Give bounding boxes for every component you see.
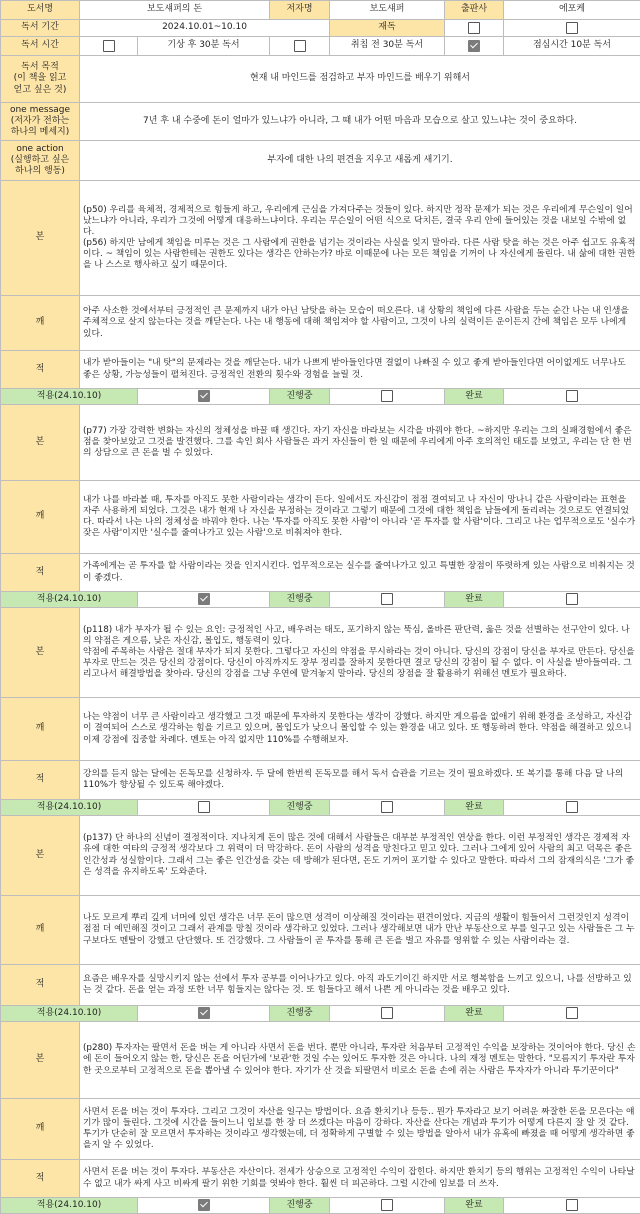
status-applied-checkbox[interactable] — [198, 1007, 210, 1019]
status-done-checkbox[interactable] — [566, 390, 578, 402]
status-progress-label: 진행중 — [270, 1006, 330, 1022]
status-done-checkbox[interactable] — [566, 1007, 578, 1019]
section-4-bon-text: (p137) 단 하나의 신념이 결정적이다. 지나치게 돈이 많은 것에 대해서 사람들은 대부분 부정적인 연상을 한다. 이런 부정적인 생각은 경제적 자유에 대한 여타의 긍정적 생각보다 그 위력이 더 막강하다. 돈이 사람의 성격을 망친다고 믿고 있다. 그러나 그에게 있어 사람의 최고 덕목은 좋은 인간성과 성실함이다. 그래서 그는 좋은 인간성을 갖는 데 방해가 된다면, 돈도 기꺼이 포기할 수 있다고 말한다. 따라서 그의 잠재의식은 '그가 좋은 성격을 유지하도록' 도와준다. — [80, 816, 640, 896]
section-2-kkae-text: 내가 나를 바라볼 때, 투자를 아직도 못한 사람이라는 생각이 든다. 일에서도 자신감이 점점 결여되고 나 자신이 망나니 같은 사람이라는 표현을 자주 사용하게 되었다. 그것은 내가 현재 나 자신을 부정하는 것이라고 그렇기 때문에 그것에 대한 책임을 남들에게 돌리려는 것으로도 연결되었다. 따라서 나는 나의 정체성을 바꿔야 한다. 나는 '투자를 아직도 못한 사람'이 아니라 '곧 투자를 할 사람'이다. 그리고 나는 업무적으로도 '실수가 잦은 사람'이지만 '실수를 줄여나가고 있는 사람'으로 비춰져야 한다. — [80, 481, 640, 554]
publisher-label: 출판사 — [445, 1, 504, 20]
lunch-checkbox[interactable] — [468, 40, 480, 52]
section-3-kkae-label: 깨 — [1, 698, 80, 761]
extra-checkbox-1[interactable] — [566, 22, 578, 34]
status-done-cell — [504, 1198, 640, 1214]
section-4-jeok-text: 요즘은 배우자를 실망시키지 않는 선에서 투자 공부를 이어나가고 있다. 아직 과도기이긴 하지만 서로 행복함을 느끼고 있으니, 나를 선방하고 있는 것 같다. 돈을 얻는 과정 또한 너무 힘들지는 않다는 것. 또 힘들다고 해서 나쁜 게 아니라는 것을 배우고 있다. — [80, 965, 640, 1006]
section-5-kkae-label: 깨 — [1, 1099, 80, 1160]
section-5-jeok-text: 사면서 돈을 버는 것이 투자다. 부동산은 자산이다. 전세가 상승으로 고정적인 수익이 잡힌다. 하지만 환치기 등의 행위는 고정적인 수익이 나타날 수 없고 내가 싸게 사고 비싸게 팔기 위한 기회를 엿봐야 한다. 훨씬 더 피곤하다. 그럴 시간에 임보를 더 쓰자. — [80, 1160, 640, 1198]
time-label: 독서 시간 — [1, 37, 80, 56]
purpose-label: 독서 목적 (이 책을 읽고 얻고 싶은 것) — [1, 56, 80, 103]
publisher-name: 에포케 — [504, 1, 640, 20]
status-done-label: 완료 — [445, 1198, 504, 1214]
section-4-kkae-text: 나도 모르게 뿌리 깊게 너머에 있던 생각은 너무 돈이 많으면 성격이 이상해질 것이라는 편견이었다. 지금의 생활이 힘들어서 그런것인지 성격이 점점 더 예민해질 것이고 그래서 관계를 망칠 것이라 생각하고 있었다. 그러나 생각해보면 내가 만난 부동산으로 부를 일구고 있는 사람들은 그 누구보다도 멘탈이 강했고 단단했다. 또 건강했다. 그 사람들이 곧 투자를 통해 큰 돈을 벌고 자유를 영위할 수 있는 사람이라는 걸. — [80, 896, 640, 965]
section-1-kkae-text: 아주 사소한 것에서부터 긍정적인 큰 문제까지 내가 아닌 남탓을 하는 모습이 떠오른다. 내 상황의 책임에 다른 사람을 두는 순간 나는 내 인생을 주체적으로 살지 않는다는 것을 깨닫는다. 나는 내 행동에 대해 책임져야 할 사람이고, 그것이 나의 실력이든 운이든지 간에 책임은 모두 나에게 있다. — [80, 296, 640, 351]
section-5-bon-text: (p280) 투자자는 팔면서 돈을 버는 게 아니라 사면서 돈을 번다. 뿐만 아니라, 투자란 처음부터 고정적인 수익을 보장하는 것이어야 한다. 당신 손에 돈이 들어오지 않는 한, 당신은 돈을 어딘가에 '보관'한 것일 수는 있어도 투자한 것은 아니다. 나의 재정 멘토는 말한다. "모름지기 투자란 투자한 곳으로부터 고정적으로 돈을 뽑아낼 수 있어야 한다. 자기가 산 것을 되팔면서 비로소 돈을 손에 쥐는 사람은 투자자가 아니라 투기꾼이다" — [80, 1022, 640, 1099]
status-bar — [1, 1006, 640, 1022]
section-1-jeok-text: 내가 받아들이는 "내 탓"의 문제라는 것을 깨닫는다. 내가 나쁘게 받아들인다면 결없이 나빠질 수 있고 좋게 받아들인다면 어이없게도 너무나도 좋은 상황, 가능성들이 펼쳐진다. 긍정적인 전환의 횟수와 경험을 늘릴 것. — [80, 351, 640, 389]
status-done-checkbox[interactable] — [566, 593, 578, 605]
title-label: 도서명 — [1, 1, 80, 20]
section-1-bon-label: 본 — [1, 181, 80, 296]
section-3-jeok-text: 강의를 듣지 않는 달에는 돈독모를 신청하자. 두 달에 한번씩 돈독모를 해서 독서 습관을 기르는 것이 필요하겠다. 또 복기를 통해 다음 달 나의 110%가 향상될 수 있도록 해야겠다. — [80, 761, 640, 800]
status-done-checkbox[interactable] — [566, 801, 578, 813]
section-5-kkae-text: 사면서 돈을 버는 것이 투자다. 그리고 그것이 자산을 일구는 방법이다. 요즘 환치기나 등등.. 뭔가 투자라고 보기 어려운 짜잘한 돈을 모은다는 얘기가 많이 들린다. 그것에 시간을 들이느니 임보를 한 장 더 쓰겠다는 마음이 강하다. 자산을 산다는 개념과 투기가 어떻게 다른지 잘 알 것 같다. 투기가 단순히 잘 모르면서 투자하는 것이라고 생각했는데, 더 정확하게 구별할 수 있는 방법을 알아서 내가 유혹에 빠졌을 때 어떻게 생각하면 좋을지 알 수 있었다. — [80, 1099, 640, 1160]
extra-check-cell — [504, 20, 640, 37]
reread-checkbox[interactable] — [468, 22, 480, 34]
book-title: 보도섀퍼의 돈 — [80, 1, 270, 20]
bedtime-checkbox[interactable] — [294, 40, 306, 52]
status-progress-label: 진행중 — [270, 592, 330, 608]
status-applied-checkbox[interactable] — [198, 390, 210, 402]
status-progress-checkbox[interactable] — [381, 593, 393, 605]
bedtime-option-label: 취침 전 30분 독서 — [330, 37, 445, 56]
section-5-bon-label: 본 — [1, 1022, 80, 1099]
status-applied-checkbox[interactable] — [198, 1199, 210, 1211]
section-3-bon-label: 본 — [1, 608, 80, 698]
section-2-bon-label: 본 — [1, 405, 80, 481]
status-applied-label: 적용(24.10.10) — [1, 1198, 138, 1214]
status-progress-cell — [330, 592, 445, 608]
status-applied-cell — [138, 800, 270, 816]
section-1-bon-text: (p50) 우리를 육체적, 경제적으로 힘들게 하고, 우리에게 근심을 가져다주는 것들이 있다. 하지만 정작 문제가 되는 것은 우리에게 무슨일이 일어났느냐가 아니라, 우리가 그것에 어떻게 대응하느냐이다. 우리는 무슨일이 어떤 식으로 닥치든, 결국 우리 안에 들어있는 것을 내보일 수밖에 없다. (p56) 하지만 남에게 책임을 미루는 것은 그 사람에게 권한을 넘기는 것이라는 사실을 잊지 말아라. 다른 사람 탓을 하는 것은 아주 쉽고도 유혹적이다. ~ 책임이 있는 사람한테는 권한도 있다는 생각은 안하는가? 바로 이때문에 나는 모든 책임을 기꺼이 나 자신에게 돌린다. 내 삶에 대한 권한을 나 스스로 행사하고 싶기 때문이다. — [80, 181, 640, 296]
author-name: 보도섀퍼 — [330, 1, 445, 20]
status-applied-checkbox[interactable] — [198, 801, 210, 813]
status-progress-label: 진행중 — [270, 800, 330, 816]
status-progress-checkbox[interactable] — [381, 390, 393, 402]
status-applied-cell — [138, 1006, 270, 1022]
time-check-cell-1 — [80, 37, 138, 56]
status-applied-cell — [138, 592, 270, 608]
section-3-kkae-text: 나는 약점이 너무 큰 사람이라고 생각했고 그것 때문에 투자하지 못한다는 생각이 강했다. 하지만 게으름을 없애기 위해 환경을 조성하고, 자신감이 결여되어 스스로 생각하는 힘을 기르고 있으며, 몰입도가 낮으니 몰입할 수 있는 환경을 내고 있다. 또 행동하려 한다. 약점을 해결하고 있으니 이제 강점에 집중할 차례다. 멘토는 아직 없지만 110%를 수행해보자. — [80, 698, 640, 761]
one-message: 7년 후 내 수중에 돈이 얼마가 있느냐가 아니라, 그 때 내가 어떤 마음과 모습으로 살고 있느냐는 것이 중요하다. — [80, 103, 640, 141]
message-label: one message (저자가 전하는 하나의 메세지) — [1, 103, 80, 141]
reading-purpose: 현재 내 마인드를 점검하고 부자 마인드를 배우기 위해서 — [80, 56, 640, 103]
section-2-jeok-label: 적 — [1, 554, 80, 592]
status-done-label: 완료 — [445, 1006, 504, 1022]
status-progress-cell — [330, 1006, 445, 1022]
section-3-jeok-label: 적 — [1, 761, 80, 800]
section-1-jeok-label: 적 — [1, 351, 80, 389]
section-2-kkae-label: 깨 — [1, 481, 80, 554]
status-bar — [1, 592, 640, 608]
author-label: 저자명 — [270, 1, 330, 20]
status-bar — [1, 1198, 640, 1214]
status-applied-checkbox[interactable] — [198, 593, 210, 605]
status-applied-label: 적용(24.10.10) — [1, 1006, 138, 1022]
wake-checkbox[interactable] — [103, 40, 115, 52]
status-done-cell — [504, 389, 640, 405]
status-progress-cell — [330, 1198, 445, 1214]
status-progress-cell — [330, 800, 445, 816]
reread-cell — [445, 20, 504, 37]
status-applied-label: 적용(24.10.10) — [1, 592, 138, 608]
status-applied-cell — [138, 389, 270, 405]
section-1-kkae-label: 깨 — [1, 296, 80, 351]
section-4-bon-label: 본 — [1, 816, 80, 896]
status-applied-label: 적용(24.10.10) — [1, 389, 138, 405]
one-action: 부자에 대한 나의 편견을 지우고 새롭게 새기기. — [80, 141, 640, 181]
status-done-label: 완료 — [445, 800, 504, 816]
period-label: 독서 기간 — [1, 20, 80, 37]
status-progress-label: 진행중 — [270, 389, 330, 405]
section-2-jeok-text: 가족에게는 곧 투자를 할 사람이라는 것을 인지시킨다. 업무적으로는 실수를 줄여나가고 있고 특별한 장점이 뚜렷하게 있는 사람으로 비춰지는 것이 좋겠다. — [80, 554, 640, 592]
reread-label: 재독 — [330, 20, 445, 37]
status-done-cell — [504, 800, 640, 816]
status-applied-cell — [138, 1198, 270, 1214]
section-4-jeok-label: 적 — [1, 965, 80, 1006]
status-progress-checkbox[interactable] — [381, 1007, 393, 1019]
reading-period: 2024.10.01~10.10 — [80, 20, 330, 37]
status-applied-label: 적용(24.10.10) — [1, 800, 138, 816]
status-done-label: 완료 — [445, 592, 504, 608]
section-3-bon-text: (p118) 내가 부자가 될 수 있는 요인: 긍정적인 사고, 배우려는 태도, 포기하지 않는 뚝심, 올바른 판단력, 옳은 것을 선별하는 선구안이 있다. 나의 약점은 게으름, 낮은 자신감, 몰입도, 행동력이 있다. 약점에 주목하는 사람은 절대 부자가 되지 못한다. 그렇다고 자신의 약점을 무시하라는 것이 아니다. 당신의 강점이 당신을 부자로 만든다. 당신을 부자로 만드는 것은 당신의 강점이다. 당신이 아직까지도 장부 정리를 잘하지 못한다면 결코 당신의 강점이 될 수 없다. 이 사실을 받아들여라. 그리고나서 해결방법을 찾아라. 당신의 강점을 그냥 우연에 맡겨놓지 말아라. 당신의 장점을 잘 활용하기 위해선 멘토가 필요하다. — [80, 608, 640, 698]
status-done-cell — [504, 1006, 640, 1022]
action-label: one action (실행하고 싶은 하나의 행동) — [1, 141, 80, 181]
section-2-bon-text: (p77) 가장 강력한 변화는 자신의 정체성을 바꿀 때 생긴다. 자기 자신을 바라보는 시각을 바꿔야 한다. ~하지만 우리는 그의 실패경험에서 좋은 점을 찾아보았고 그것을 발견했다. 그를 속인 회사 사람들은 과거 자신들이 한 일 때문에 우리에게 아주 호의적인 태도를 보였고, 우리는 단 한 번의 상담으로 큰 돈을 벌 수 있었다. — [80, 405, 640, 481]
status-bar — [1, 389, 640, 405]
status-progress-checkbox[interactable] — [381, 1199, 393, 1211]
status-progress-cell — [330, 389, 445, 405]
status-done-cell — [504, 592, 640, 608]
status-done-checkbox[interactable] — [566, 1199, 578, 1211]
time-check-cell-2 — [270, 37, 330, 56]
section-5-jeok-label: 적 — [1, 1160, 80, 1198]
status-bar — [1, 800, 640, 816]
time-check-cell-3 — [445, 37, 504, 56]
status-done-label: 완료 — [445, 389, 504, 405]
section-4-kkae-label: 깨 — [1, 896, 80, 965]
lunch-option-label: 점심시간 10분 독서 — [504, 37, 640, 56]
wake-option-label: 기상 후 30분 독서 — [138, 37, 270, 56]
status-progress-label: 진행중 — [270, 1198, 330, 1214]
status-progress-checkbox[interactable] — [381, 801, 393, 813]
